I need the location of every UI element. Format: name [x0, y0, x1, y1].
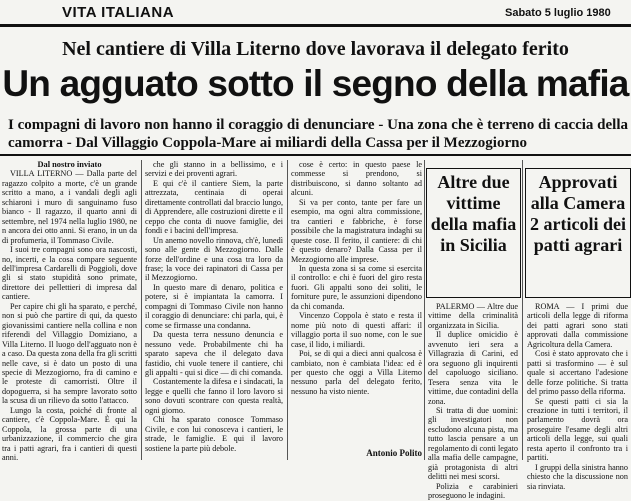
article-column-2 — [145, 160, 283, 460]
article-subhead: I compagni di lavoro non hanno il coraggio di denunciare - Una zona che è terreno di caccia della camorra - Dal Villaggio Coppola-Mare ai miliardi della Cassa per il Mezzogiorno — [8, 117, 629, 151]
article-kicker: Nel cantiere di Villa Literno dove lavorava il delegato ferito — [62, 38, 569, 60]
paragraph: cose è certo: in questo paese le commesse si prendono, si distribuiscono, si danno soltanto ad alcuni. — [291, 160, 422, 198]
paragraph: In questa zona si sa come si esercita il controllo: e chi è fuori del giro resta fuori. Gli appalti sono dei soliti, le forniture pure, le assunzioni dipendono da chi comanda. — [291, 263, 422, 311]
paragraph: Poi, se di qui a dieci anni qualcosa è cambiato, non è cambiata l'idea: ed è per questo che oggi a Villa Literno nessuno parla del delegato ferito, nessuno ha visto niente. — [291, 349, 422, 396]
subhead-rule — [0, 154, 631, 156]
paragraph: Cosi è stato approvato che i patti si trasformino — è sul quale si accertano l'adesione delle forze politiche. Si tratta del primo passo della riforma. — [527, 349, 628, 397]
article-column-3 — [291, 160, 422, 446]
camera-headline-box — [525, 168, 631, 298]
paragraph: VILLA LITERNO — Dalla parte del ragazzo colpito a morte, c'è un grande scritto a mano, a i vandali degli agli schiaroni i muro di sanguinamo fuso bianco - Il ragazzo, il quarto anni di settembre, nel 1974 nella luglio 1980, ne n ancora dei otto anni. Si erano, in un da di profumeria, il Tommaso Civile. — [2, 169, 137, 245]
sicilia-headline-box — [426, 168, 521, 298]
paragraph: Costantemente la difesa e i sindacati, la legge e quelli che fanno il loro lavoro si sono dovuti scontrare con questa realtà, ogni giorno. — [145, 377, 283, 415]
column-divider — [522, 160, 523, 460]
paragraph: Se questi patti ci sia la creazione in tutti i territori, il parlamento dovrà ora proseguire l'esame degli altri articoli della legge, sui quali resta aperto il confronto tra i partiti. — [527, 396, 628, 463]
camera-headline: Approvati alla Camera 2 articoli dei patti agrari — [530, 172, 626, 255]
paragraph: Per capire chi gli ha sparato, e perché, non si può che partire di qui, da questo giovanissimi cantiere nella collina e non riferendi del Villaggio Domiziano, a Villa Literno. Il luogo dell'agguato non è a caso. Da questa zona della fra gli scritti nelle cave, si è dato un posto di una specie di Mezzogiorno, fra di camino e le proteste di camorristi. Oltre il dopoguerra, si ha sempre lavorato sotto la scusa di un rilievo da sotto l'attacco. — [2, 301, 137, 406]
paragraph: I gruppi della sinistra hanno chiesto che la discussione non sia rinviata. — [527, 462, 628, 491]
article-source: Dal nostro inviato — [37, 160, 102, 169]
paragraph: Chi ha sparato conosce Tommaso Civile, e con lui conosceva i cantieri, le strade, le famiglie. E qui il lavoro sostiene la parte più debole. — [145, 415, 283, 453]
section-title: VITA ITALIANA — [62, 4, 175, 21]
paragraph: I suoi tre compagni sono ora nascosti, no, incerti, e la cosa compare seguente dell'impresa Cardarelli di Poggioli, dove gli si stato stupidità sono primate, direttore dei pellettieri di impresa dal cantiere. — [2, 245, 137, 302]
paragraph: che gli stanno in a bellissimo, e i servizi e dei proventi agrari. — [145, 160, 283, 179]
paragraph: Polizia e carabinieri proseguono le indagini. — [428, 481, 518, 501]
paragraph: Si va per conto, tante per fare un esempio, ma ogni altra commissione, tra cantieri e fabbriche, è forse possibile che la magistratura indaghi su queste cose. Il ferito, il cantiere: di chi è questo denaro? Dalla Cassa per il Mezzogiorno alle imprese. — [291, 197, 422, 264]
paragraph: E qui c'è il cantiere Siem, la parte attrezzata, centinaia di operai direttamente controllati dal braccio lungo, di Apprendere, alle costruzioni dirette e il ceppo che conta di nuove famiglie, dei fondi e i bacini dell'impresa. — [145, 178, 283, 236]
camera-article — [527, 302, 628, 491]
paragraph: Si tratta di due uomini: gli investigatori non escludono alcuna pista, ma tutto lascia pensare a un regolamento di conti legato alla mafia delle campagne, già protagonista di altri delitti nei mesi scorsi. — [428, 405, 518, 482]
paragraph: Il duplice omicidio è avvenuto ieri sera a Villagrazia di Carini, ed ora seguono gli inquirenti del capoluogo siciliano. Tesera senza vita le vittime, due contadini della zona. — [428, 330, 518, 406]
column-divider — [287, 160, 288, 460]
paragraph: In questo mare di denaro, politica e potere, si è impiantata la camorra. I compagni di Tommaso Civile non hanno il coraggio di denunciare: chi parla, qui, è come se firmasse una condanna. — [145, 282, 283, 330]
paragraph: Lungo la costa, poiché di fronte al cantiere, c'è Coppola-Mare. È qui la Coppola, la grossa parte di una urbanizzazione, il commercio che gira tra i patti agrari, fra i cantieri di questi anni. — [2, 405, 137, 463]
paragraph: Da questa terra nessuno denuncia e nessuno vede. Probabilmente chi ha sparato sapeva che il delegato dava fastidio, chi vuole tenere il cantiere, chi gli appalti - qui si dice — di chi comanda. — [145, 330, 283, 377]
top-rule — [0, 24, 631, 27]
article-signature: Antonio Polito — [366, 448, 422, 458]
issue-date: Sabato 5 luglio 1980 — [505, 7, 611, 19]
paragraph: ROMA — I primi due articoli della legge di riforma dei patti agrari sono stati approvati dalla commissione Agricoltura della Camera. — [527, 302, 628, 349]
article-column-1 — [2, 160, 137, 463]
paragraph: Un anemo novello rinnova, ch'è, lunedì sono alle gente di Mezzogiorno. Dalle forze dell'ordine e una cosa tra loro da frase; la voce dei rapinatori di Cassa per il Mezzogiorno. — [145, 235, 283, 283]
paragraph: PALERMO — Altre due vittime della criminalità organizzata in Sicilia. — [428, 302, 518, 330]
column-divider — [424, 160, 425, 460]
paragraph: Vincenzo Coppola è stato e resta il nome più noto di questi affari: il villaggio porta il suo nome, con le sue case, il lido, i miliardi. — [291, 311, 422, 349]
article-headline: Un agguato sotto il segno della mafia — [2, 63, 629, 104]
sicilia-article — [428, 302, 518, 501]
sicilia-headline: Altre due vittime della mafia in Sicilia — [430, 172, 517, 255]
column-divider — [141, 160, 142, 460]
